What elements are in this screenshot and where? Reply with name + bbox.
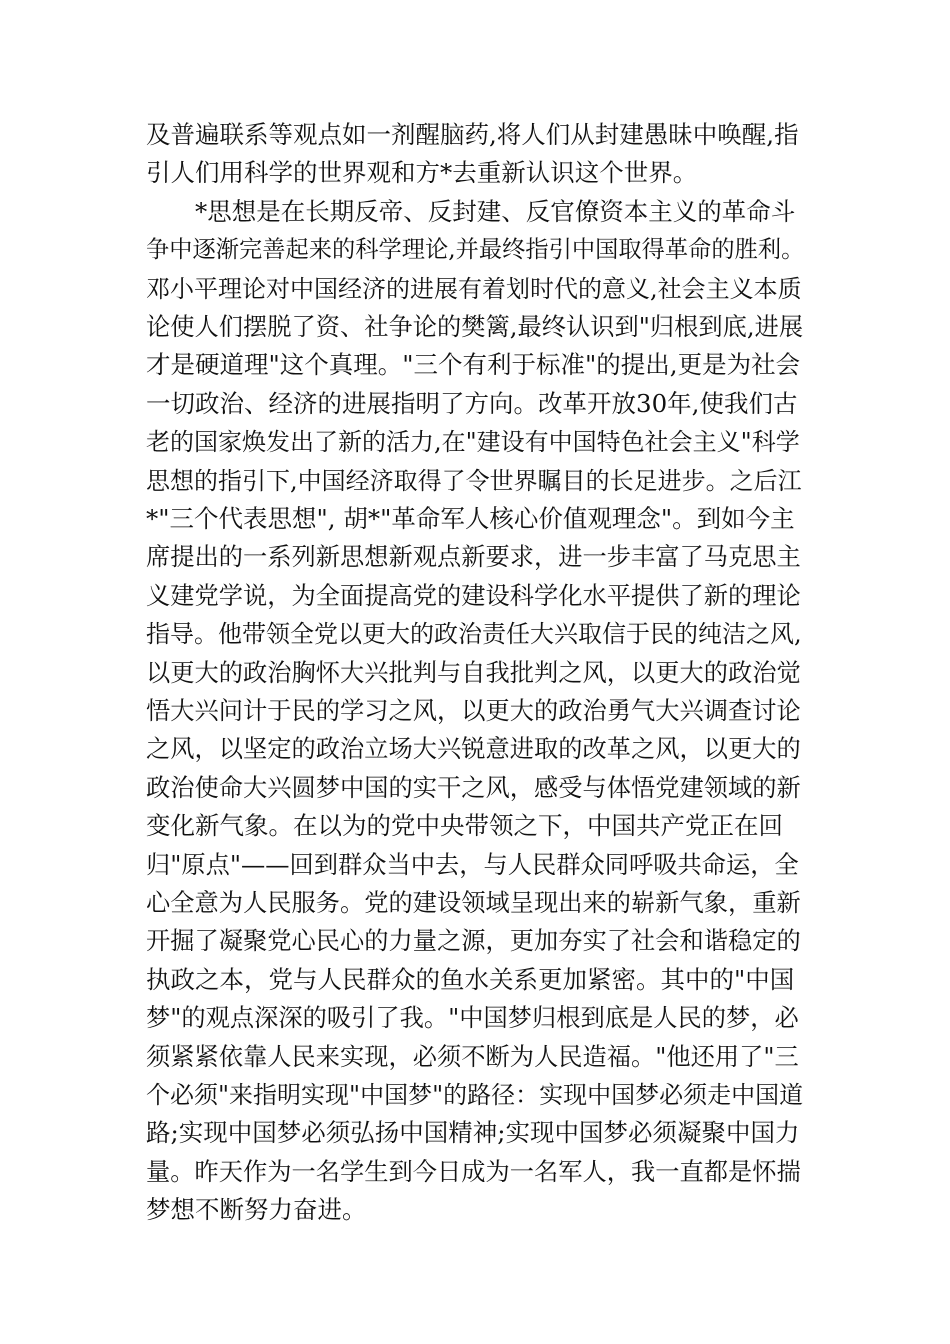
text-line: *"三个代表思想", 胡*"革命军人核心价值观理念"。到如今主 <box>146 504 795 533</box>
text-line: 及普遍联系等观点如一剂醒脑药,将人们从封建愚昧中唤醒,指 <box>146 120 799 149</box>
text-line: 思想的指引下,中国经济取得了令世界瞩目的长足进步。之后江 <box>146 466 802 495</box>
text-line: 论使人们摆脱了资、社争论的樊篱,最终认识到"归根到底,进展 <box>146 312 804 341</box>
text-line: 归"原点"——回到群众当中去，与人民群众同呼吸共命运，全 <box>146 849 799 879</box>
text-line: 须紧紧依靠人民来实现，必须不断为人民造福。"他还用了"三 <box>146 1041 799 1071</box>
text-line: 席提出的一系列新思想新观点新要求，进一步丰富了马克思主 <box>146 542 801 572</box>
text-line: 之风，以坚定的政治立场大兴锐意进取的改革之风，以更大的 <box>146 734 801 764</box>
text-line: 变化新气象。在以为的党中央带领之下，中国共产党正在回 <box>146 811 783 841</box>
text-line: 争中逐渐完善起来的科学理论,并最终指引中国取得革命的胜利。 <box>146 236 805 264</box>
text-line: 梦"的观点深深的吸引了我。"中国梦归根到底是人民的梦，必 <box>146 1003 799 1033</box>
text-line: 政治使命大兴圆梦中国的实干之风，感受与体悟党建领域的新 <box>146 772 801 802</box>
text-line: 才是硬道理"这个真理。"三个有利于标准"的提出,更是为社会 <box>146 350 801 380</box>
text-line: *思想是在长期反帝、反封建、反官僚资本主义的革命斗 <box>146 196 796 226</box>
text-line: 老的国家焕发出了新的活力,在"建设有中国特色社会主义"科学 <box>146 428 800 457</box>
text-line: 开掘了凝聚党心民心的力量之源，更加夯实了社会和谐稳定的 <box>146 926 801 956</box>
text-line: 以更大的政治胸怀大兴批判与自我批判之风，以更大的政治觉 <box>146 657 801 687</box>
text-line: 梦想不断努力奋进。 <box>146 1195 367 1225</box>
text-line: 悟大兴问计于民的学习之风，以更大的政治勇气大兴调查讨论 <box>146 696 801 725</box>
text-line: 个必须"来指明实现"中国梦"的路径：实现中国梦必须走中国道 <box>146 1081 804 1109</box>
text-line: 一切政治、经济的进展指明了方向。改革开放30年,使我们古 <box>146 388 798 418</box>
text-line: 引人们用科学的世界观和方*去重新认识这个世界。 <box>146 158 698 188</box>
text-line: 执政之本，党与人民群众的鱼水关系更加紧密。其中的"中国 <box>146 964 795 994</box>
text-line: 路;实现中国梦必须弘扬中国精神;实现中国梦必须凝聚中国力 <box>146 1118 800 1148</box>
text-line: 指导。他带领全党以更大的政治责任大兴取信于民的纯洁之风, <box>146 620 802 649</box>
text-line: 量。昨天作为一名学生到今日成为一名军人，我一直都是怀揣 <box>146 1156 801 1186</box>
text-line: 邓小平理论对中国经济的进展有着划时代的意义,社会主义本质 <box>146 274 802 303</box>
text-line: 心全意为人民服务。党的建设领域呈现出来的崭新气象，重新 <box>146 888 801 917</box>
text-line: 义建党学说，为全面提高党的建设科学化水平提供了新的理论 <box>146 580 801 610</box>
